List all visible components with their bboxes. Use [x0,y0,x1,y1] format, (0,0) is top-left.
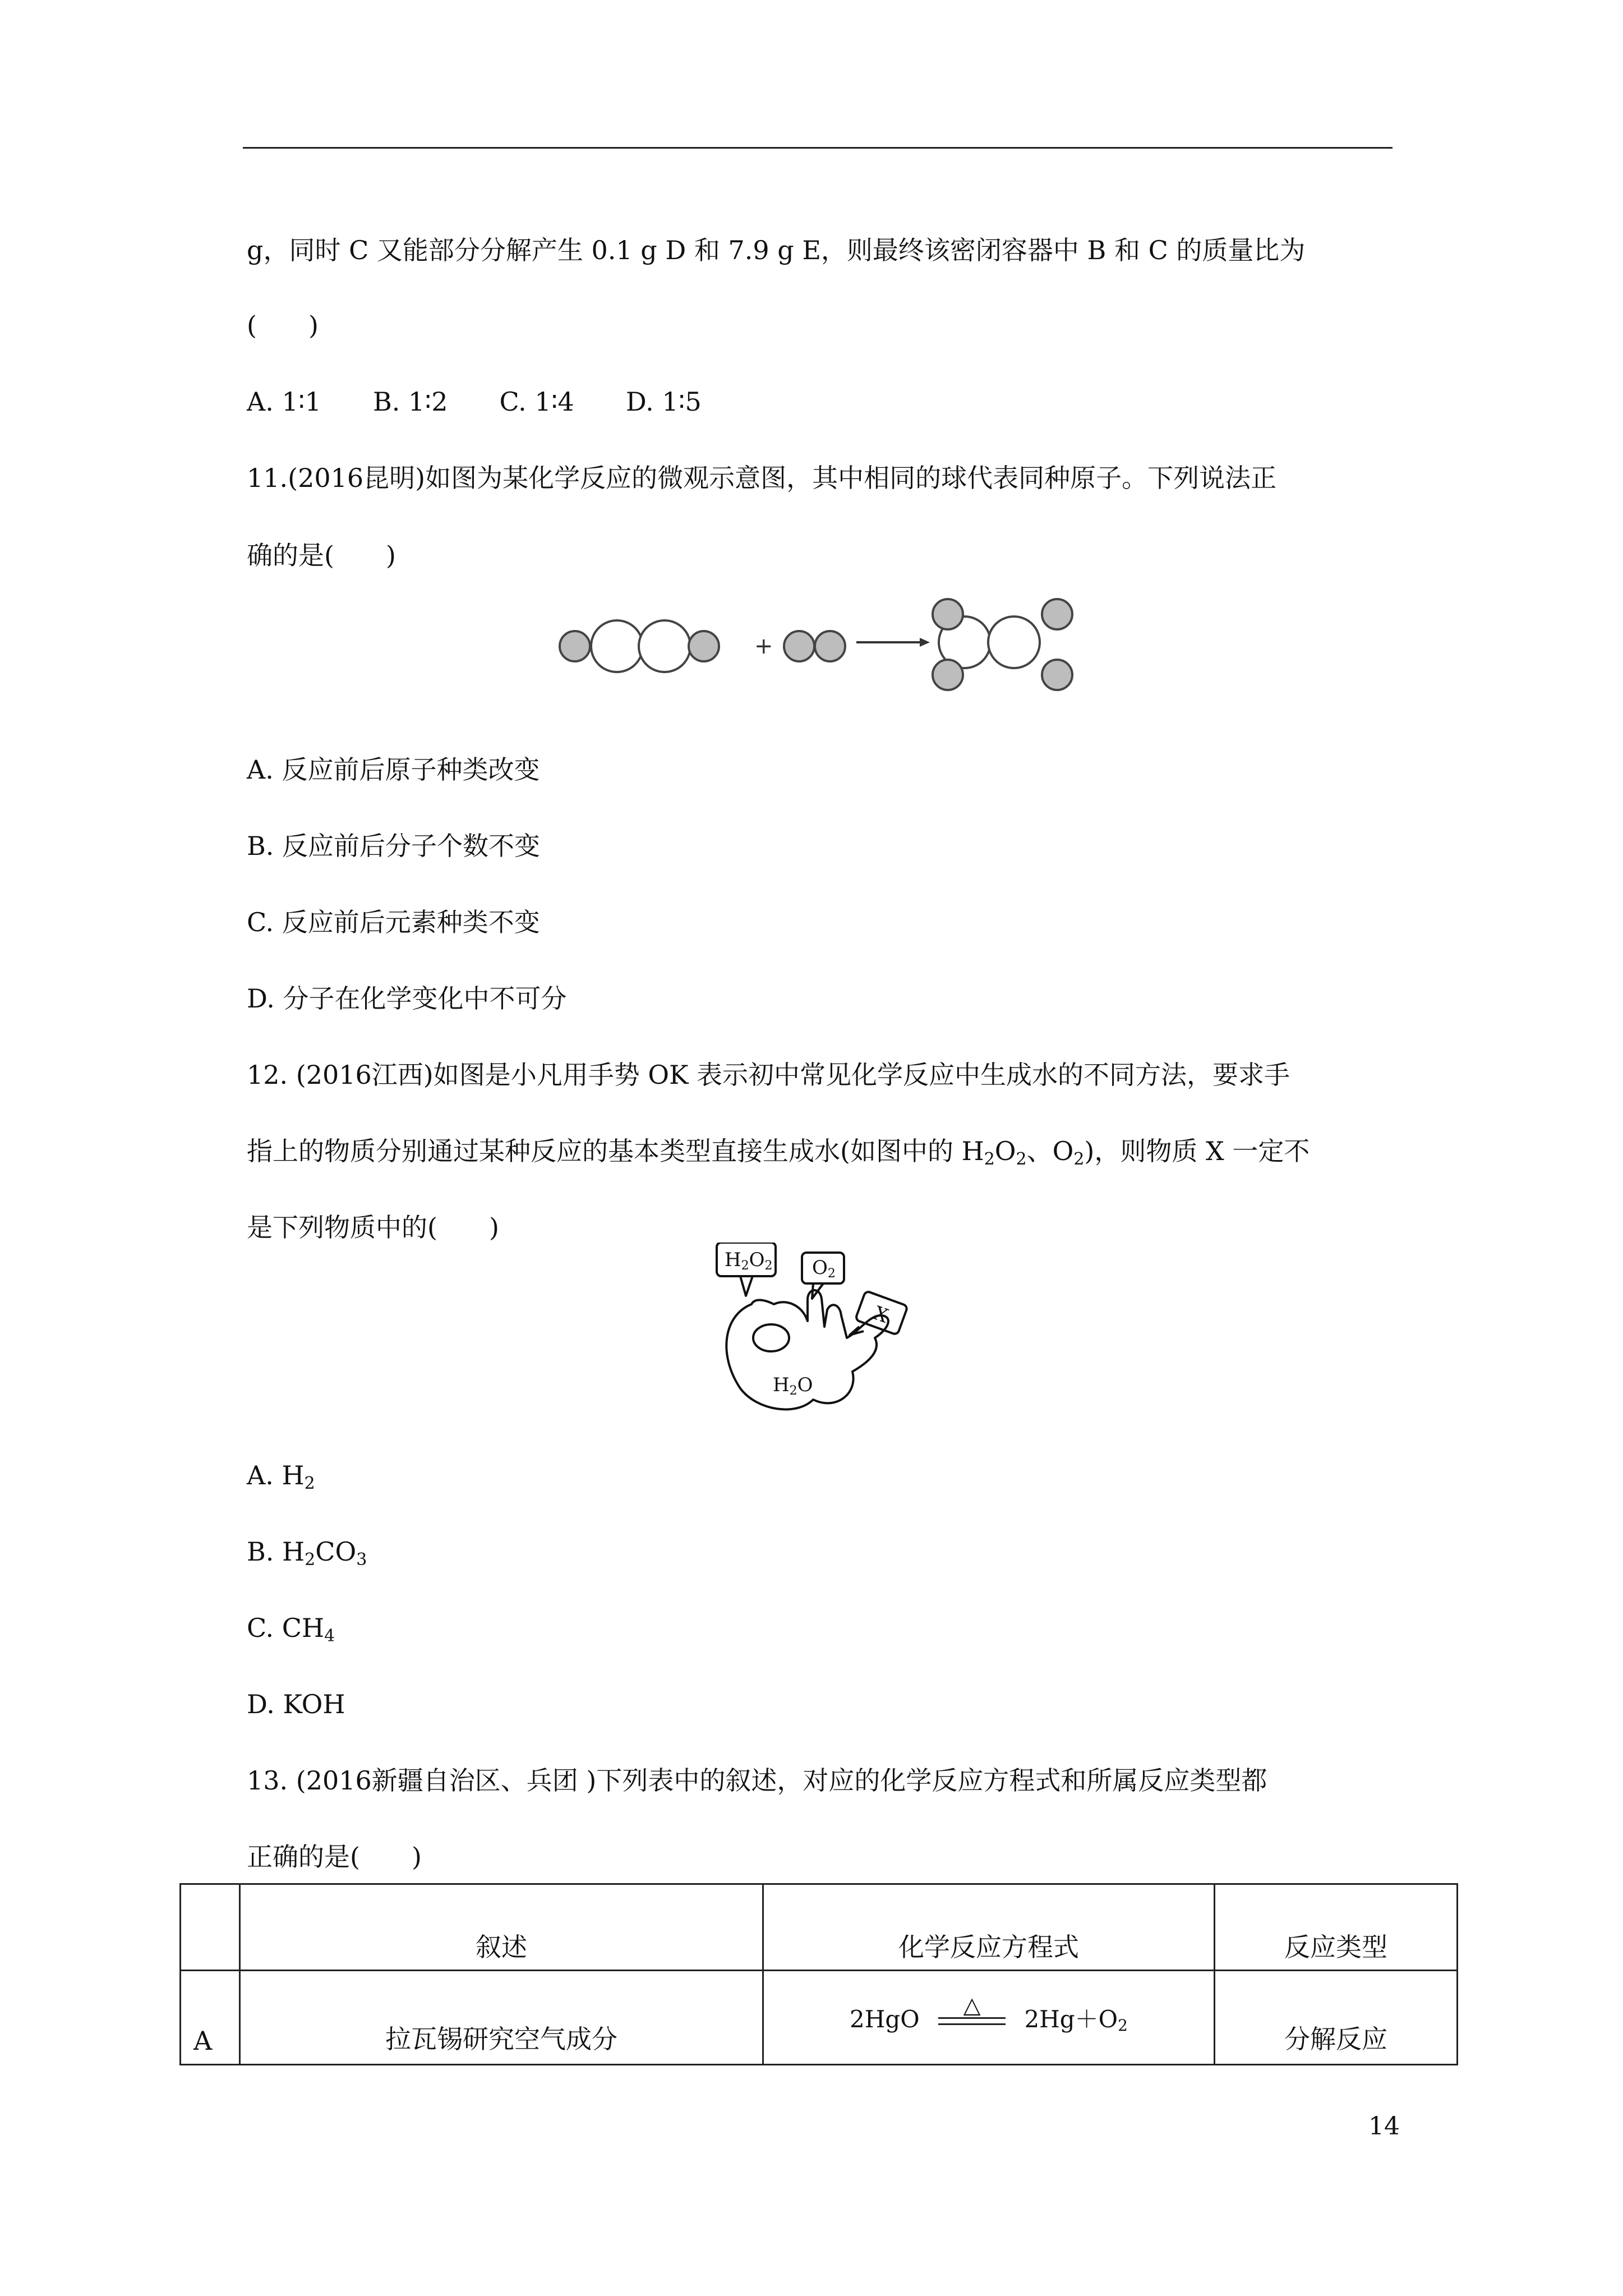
question-12-stem: 12. (2016江西)如图是小凡用手势 OK 表示初中常见化学反应中生成水的不同方法，要求手 [247,1060,1290,1090]
table-header-row [181,1884,1458,1971]
table-header-cell: 化学反应方程式 [763,1884,1215,1971]
header-rule [243,147,1393,149]
option-d: D. KOH [247,1689,345,1719]
answer-options: A. 1∶1 B. 1∶2 C. 1∶4 D. 1∶5 [247,386,702,417]
text-line: g，同时 C 又能部分分解产生 0.1 g D 和 7.9 g E，则最终该密闭容器中 B 和 C 的质量比为 [247,235,1306,265]
table-header-cell: 叙述 [240,1884,763,1971]
equals-with-heat [938,1993,1006,2025]
option-a: A. $H_2$ [247,1460,315,1493]
o2-label: O2 [812,1257,836,1281]
large-atom [591,620,643,672]
question-11-stem-cont: 确的是( ) [247,540,396,570]
molecule-reaction-diagram [555,597,1082,704]
question-12-stem-cont: 指上的物质分别通过某种反应的基本类型直接生成水(如图中的 $H_2O_2$、$O_2$)，则物质 X 一定不 [247,1136,1310,1169]
small-atom [1042,660,1072,690]
small-atom [784,631,814,661]
question-13-stem: 13. (2016新疆自治区、兵团 )下列表中的叙述，对应的化学反应方程式和所属反应类型都 [247,1765,1267,1796]
ok-hand-diagram [712,1243,925,1422]
small-atom [933,599,963,629]
large-atom [988,616,1040,668]
row-letter: A [181,1971,240,2065]
question-13-table [179,1883,1458,2065]
small-atom [933,660,963,690]
heat-symbol: △ [963,1993,981,2018]
question-11-stem: 11.(2016昆明)如图为某化学反应的微观示意图，其中相同的球代表同种原子。下列说法正 [247,463,1277,493]
label-pointer [740,1276,753,1296]
option-c: C. 反应前后元素种类不变 [247,907,540,937]
x-label: X [870,1301,891,1328]
option-a: A. 反应前后原子种类改变 [247,754,540,785]
row-description: 拉瓦锡研究空气成分 [240,1971,763,2065]
ok-circle [753,1324,789,1351]
option-b: B. $H_2CO_3$ [247,1536,367,1570]
plus-sign: + [754,633,773,659]
small-atom [689,631,719,661]
row-reaction-type: 分解反应 [1215,1971,1458,2065]
arrow-head [920,638,930,647]
chemical-equation: 2HgO △ $2Hg+O_2$ [850,1993,1128,2035]
small-atom [560,631,590,661]
small-atom [1042,599,1072,629]
small-atom [815,631,845,661]
table-header-cell: 反应类型 [1215,1884,1458,1971]
row-equation [763,1971,1215,2065]
question-12-stem-cont: 是下列物质中的( ) [247,1212,499,1243]
table-header-cell [181,1884,240,1971]
h2o2-label: H2O2 [725,1249,773,1273]
question-13-stem-cont: 正确的是( ) [247,1842,422,1872]
option-d: D. 分子在化学变化中不可分 [247,983,567,1014]
table-row [181,1971,1458,2065]
large-atom [639,620,690,672]
option-b: B. 反应前后分子个数不变 [247,831,541,861]
water-label: H2O [773,1374,813,1398]
option-c: C. $CH_4$ [247,1613,335,1646]
text-line: ( ) [247,310,319,341]
page-number: 14 [1368,2112,1400,2141]
